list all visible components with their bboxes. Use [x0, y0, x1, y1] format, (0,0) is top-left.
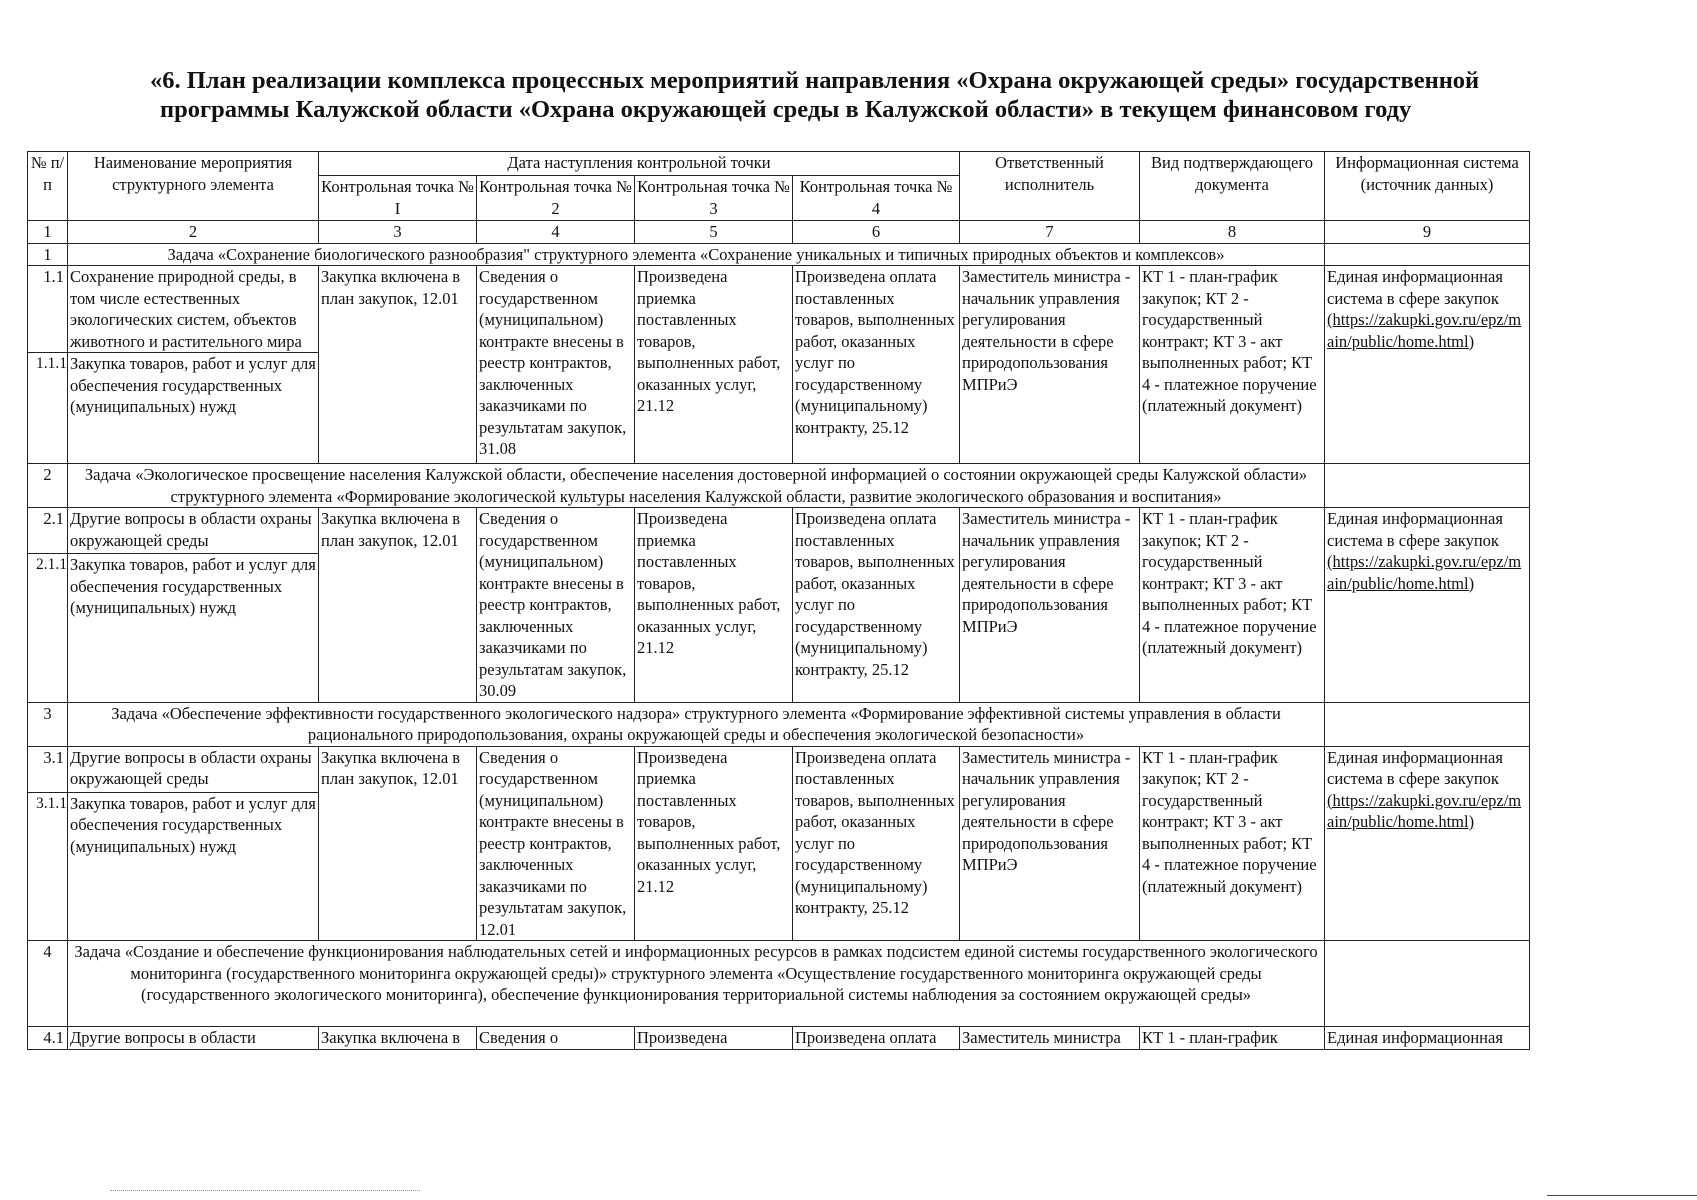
col-number: 9	[1325, 221, 1530, 244]
header-kt2: Контрольная точка № 2	[477, 176, 635, 221]
row-number: 4.1	[28, 1027, 68, 1050]
kt1-cell: Закупка включена в	[319, 1027, 477, 1050]
column-numbers-row	[28, 221, 1530, 244]
col-number: 5	[635, 221, 793, 244]
info-system-link[interactable]: (https://zakupki.gov.ru/epz/main/public/home.html)	[1327, 790, 1522, 831]
info-system-cell	[1325, 746, 1530, 941]
kt3-cell: Произведена приемка поставленных товаров, выполненных работ, оказанных услуг, 21.12	[635, 266, 793, 464]
row-name: Закупка товаров, работ и услуг для обеспечения государственных (муниципальных) нужд	[68, 554, 319, 703]
kt1-cell: Закупка включена в план закупок, 12.01	[319, 508, 477, 703]
col-number: 4	[477, 221, 635, 244]
header-kt4: Контрольная точка № 4	[793, 176, 960, 221]
table-row	[28, 266, 1530, 353]
task-row	[28, 243, 1530, 266]
row-name: Другие вопросы в области охраны окружающей среды	[68, 508, 319, 554]
document-cell: КТ 1 - план-график закупок; КТ 2 - государственный контракт; КТ 3 - акт выполненных работ; КТ 4 - платежное поручение (платежный документ)	[1140, 266, 1325, 464]
row-number: 1.1	[28, 266, 68, 353]
table-row	[28, 746, 1530, 792]
row-name: Другие вопросы в области охраны окружающей среды	[68, 746, 319, 792]
row-number: 2.1	[28, 508, 68, 554]
task-row	[28, 941, 1530, 1027]
table-row	[28, 1027, 1530, 1050]
col-number: 1	[28, 221, 68, 244]
task-title: Задача «Сохранение биологического разнообразия" структурного элемента «Сохранение уникальных и типичных природных объектов и комплексов»	[68, 243, 1325, 266]
table-row	[28, 508, 1530, 554]
row-number: 3.1	[28, 746, 68, 792]
responsible-cell: Заместитель министра	[960, 1027, 1140, 1050]
row-name: Закупка товаров, работ и услуг для обеспечения государственных (муниципальных) нужд	[68, 792, 319, 941]
kt1-cell: Закупка включена в план закупок, 12.01	[319, 746, 477, 941]
responsible-cell: Заместитель министра - начальник управления регулирования деятельности в сфере природопользования МПРиЭ	[960, 746, 1140, 941]
empty-cell	[1325, 702, 1530, 746]
task-number: 4	[28, 941, 68, 1027]
header-document: Вид подтверждающего документа	[1140, 152, 1325, 221]
info-system-link[interactable]: (https://zakupki.gov.ru/epz/main/public/home.html)	[1327, 552, 1522, 593]
header-num: № п/п	[28, 152, 68, 221]
kt3-cell: Произведена приемка поставленных товаров, выполненных работ, оказанных услуг, 21.12	[635, 508, 793, 703]
info-system-cell	[1325, 508, 1530, 703]
kt2-cell: Сведения о государственном (муниципальном) контракте внесены в реестр контрактов, заключенных заказчиками по результатам закупок, 31.08	[477, 266, 635, 464]
empty-cell	[1325, 941, 1530, 1027]
row-number: 1.1.1	[28, 353, 68, 464]
plan-table	[27, 151, 1530, 1050]
kt3-cell: Произведена приемка поставленных товаров, выполненных работ, оказанных услуг, 21.12	[635, 746, 793, 941]
task-number: 3	[28, 702, 68, 746]
kt2-cell: Сведения о государственном (муниципальном) контракте внесены в реестр контрактов, заключенных заказчиками по результатам закупок, 30.09	[477, 508, 635, 703]
row-name: Сохранение природной среды, в том числе естественных экологических систем, объектов животного и растительного мира	[68, 266, 319, 353]
info-system-name: Единая информационная система в сфере закупок	[1327, 747, 1503, 788]
document-title	[150, 66, 1610, 124]
empty-cell	[1325, 243, 1530, 266]
task-number: 1	[28, 243, 68, 266]
title-line-1: «6. План реализации комплекса процессных мероприятий направления «Охрана окружающей среды» государственной	[150, 67, 1480, 94]
kt4-cell: Произведена оплата поставленных товаров, выполненных работ, оказанных услуг по государственному (муниципальному) контракту, 25.12	[793, 508, 960, 703]
row-number: 2.1.1	[28, 554, 68, 703]
header-responsible: Ответственный исполнитель	[960, 152, 1140, 221]
col-number: 2	[68, 221, 319, 244]
info-system-name: Единая информационная система в сфере закупок	[1327, 267, 1503, 308]
responsible-cell: Заместитель министра - начальник управления регулирования деятельности в сфере природопользования МПРиЭ	[960, 266, 1140, 464]
header-dates: Дата наступления контрольной точки	[319, 152, 960, 176]
header-kt3: Контрольная точка № 3	[635, 176, 793, 221]
task-row	[28, 464, 1530, 508]
task-row	[28, 702, 1530, 746]
col-number: 7	[960, 221, 1140, 244]
kt3-cell: Произведена	[635, 1027, 793, 1050]
header-name: Наименование мероприятия структурного элемента	[68, 152, 319, 221]
scan-artifact	[110, 1190, 420, 1191]
kt4-cell: Произведена оплата	[793, 1027, 960, 1050]
info-system-name: Единая информационная система в сфере закупок	[1327, 509, 1503, 550]
kt4-cell: Произведена оплата поставленных товаров, выполненных работ, оказанных услуг по государственному (муниципальному) контракту, 25.12	[793, 266, 960, 464]
task-title: Задача «Обеспечение эффективности государственного экологического надзора» структурного элемента «Формирование эффективной системы управления в области рационального природопользования, охраны окружающей среды и обеспечения экологической безопасности»	[68, 702, 1325, 746]
kt4-cell: Произведена оплата поставленных товаров, выполненных работ, оказанных услуг по государственному (муниципальному) контракту, 25.12	[793, 746, 960, 941]
document-cell: КТ 1 - план-график	[1140, 1027, 1325, 1050]
col-number: 3	[319, 221, 477, 244]
edge-artifact	[1547, 1195, 1697, 1196]
col-number: 6	[793, 221, 960, 244]
col-number: 8	[1140, 221, 1325, 244]
task-title: Задача «Создание и обеспечение функционирования наблюдательных сетей и информационных ресурсов в рамках подсистем единой системы государственного экологического мониторинга (государственного мониторинга окружающей среды)» структурного элемента «Осуществление государственного мониторинга окружающей среды (государственного экологического мониторинга), обеспечение функционирования территориальной системы наблюдения за состоянием окружающей среды»	[68, 941, 1325, 1027]
task-number: 2	[28, 464, 68, 508]
kt2-cell: Сведения о государственном (муниципальном) контракте внесены в реестр контрактов, заключенных заказчиками по результатам закупок, 12.01	[477, 746, 635, 941]
task-title: Задача «Экологическое просвещение населения Калужской области, обеспечение населения достоверной информацией о состоянии окружающей среды Калужской области» структурного элемента «Формирование экологической культуры населения Калужской области, развитие экологического образования и воспитания»	[68, 464, 1325, 508]
header-kt1: Контрольная точка № I	[319, 176, 477, 221]
header-info-system: Информационная система (источник данных)	[1325, 152, 1530, 221]
info-system-cell	[1325, 266, 1530, 464]
responsible-cell: Заместитель министра - начальник управления регулирования деятельности в сфере природопользования МПРиЭ	[960, 508, 1140, 703]
info-system-cell: Единая информационная	[1325, 1027, 1530, 1050]
empty-cell	[1325, 464, 1530, 508]
row-name: Закупка товаров, работ и услуг для обеспечения государственных (муниципальных) нужд	[68, 353, 319, 464]
row-number: 3.1.1	[28, 792, 68, 941]
document-cell: КТ 1 - план-график закупок; КТ 2 - государственный контракт; КТ 3 - акт выполненных работ; КТ 4 - платежное поручение (платежный документ)	[1140, 508, 1325, 703]
kt2-cell: Сведения о	[477, 1027, 635, 1050]
info-system-link[interactable]: (https://zakupki.gov.ru/epz/main/public/home.html)	[1327, 310, 1522, 351]
kt1-cell: Закупка включена в план закупок, 12.01	[319, 266, 477, 464]
document-cell: КТ 1 - план-график закупок; КТ 2 - государственный контракт; КТ 3 - акт выполненных работ; КТ 4 - платежное поручение (платежный документ)	[1140, 746, 1325, 941]
title-line-2: программы Калужской области «Охрана окружающей среды в Калужской области» в текущем финансовом году	[160, 96, 1412, 123]
row-name: Другие вопросы в области	[68, 1027, 319, 1050]
